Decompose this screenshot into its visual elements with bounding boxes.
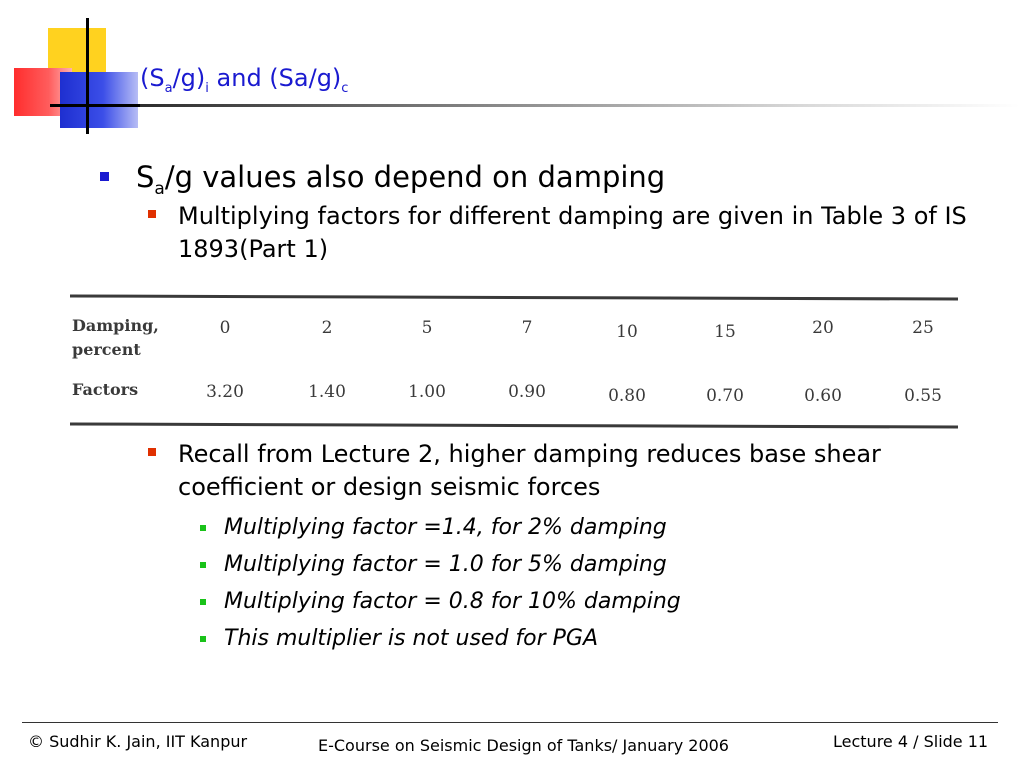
factor-value: 0.55 [904, 386, 942, 406]
bullet-marker [200, 599, 206, 605]
damping-factor-table [70, 288, 958, 434]
table-bottom-rule [70, 422, 958, 428]
table-label-percent: percent [72, 340, 141, 359]
bullet-text: Recall from Lecture 2, higher damping reduces base shear coefficient or design seismic forces [178, 440, 881, 501]
factor-value: 1.00 [408, 382, 446, 402]
table-label-factors: Factors [72, 380, 139, 399]
bullet-text: $S_a/g$ values also depend on damping [136, 160, 666, 199]
damping-value: 7 [521, 318, 533, 338]
blue-square [60, 72, 138, 128]
damping-value: 10 [616, 322, 638, 342]
table-label-damping: Damping, [72, 316, 159, 335]
slide-title: $(S_a/g)_i$ and $(Sa/g)_c$ [140, 64, 349, 96]
slide-logo-decoration [0, 0, 150, 140]
factor-value: 0.80 [608, 386, 646, 406]
bullet-marker [100, 172, 109, 181]
footer-rule [22, 722, 998, 723]
sub-bullet-text: Multiplying factor =1.4, for 2% damping [224, 515, 667, 540]
factor-value: 0.60 [804, 386, 842, 406]
damping-value: 2 [321, 318, 333, 338]
factor-value: 3.20 [206, 382, 244, 402]
bullet-marker [200, 525, 206, 531]
sub-bullet-text: Multiplying factor = 1.0 for 5% damping [224, 552, 667, 577]
factor-value: 0.70 [706, 386, 744, 406]
title-rule [140, 104, 1020, 107]
bullet-text: Multiplying factors for different damping are given in Table 3 of IS 1893(Part 1) [178, 202, 967, 263]
sub-bullet-text: Multiplying factor = 0.8 for 10% damping [224, 589, 681, 614]
factor-value: 0.90 [508, 382, 546, 402]
bullet-marker [148, 210, 156, 218]
bullet-marker [200, 636, 206, 642]
footer-slide-number: Lecture 4 / Slide 11 [833, 732, 989, 751]
horizontal-line [50, 104, 140, 107]
footer-copyright: © Sudhir K. Jain, IIT Kanpur [28, 732, 248, 751]
bullet-marker [200, 562, 206, 568]
bullet-marker [148, 448, 156, 456]
table-top-rule [70, 294, 958, 300]
damping-value: 20 [812, 318, 834, 338]
damping-value: 15 [714, 322, 736, 342]
damping-value: 0 [219, 318, 231, 338]
footer-course: E-Course on Seismic Design of Tanks/ January 2006 [318, 736, 729, 755]
damping-value: 5 [421, 318, 433, 338]
factor-value: 1.40 [308, 382, 346, 402]
sub-bullet-text: This multiplier is not used for PGA [224, 626, 599, 651]
damping-value: 25 [912, 318, 934, 338]
vertical-line [86, 18, 89, 134]
